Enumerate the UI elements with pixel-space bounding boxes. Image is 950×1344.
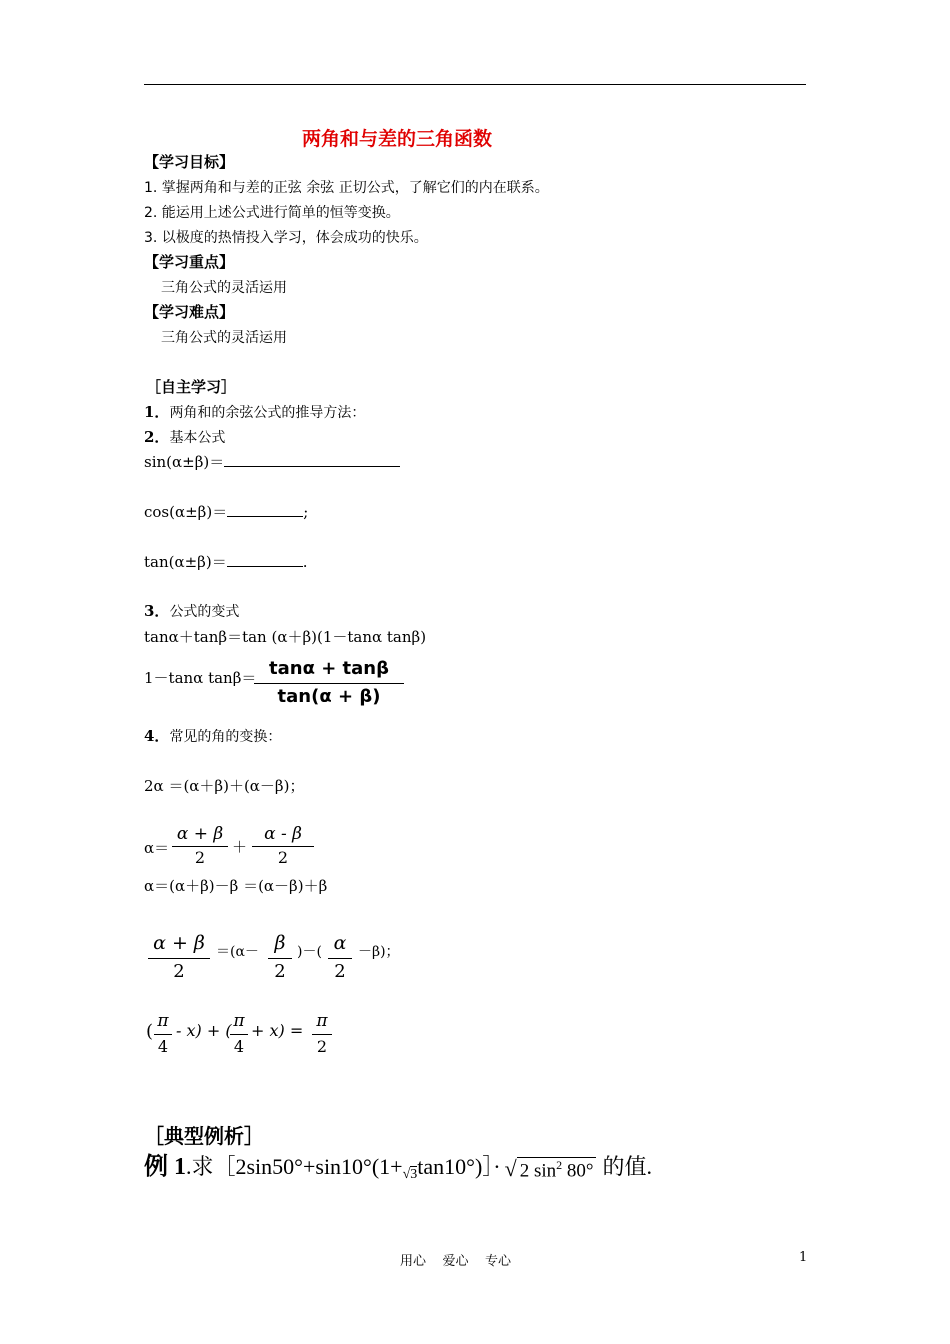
angle-4-den3: 2 — [334, 961, 346, 982]
page-title: 两角和与差的三角函数 — [302, 128, 493, 150]
angle-4-beta: β — [274, 932, 286, 954]
goals-heading: 【学习目标】 — [144, 153, 235, 171]
sqrt-radicand — [517, 1157, 597, 1182]
angle-1: 2α ＝(α＋β)＋(α－β)； — [144, 777, 305, 795]
angle-2-num1: α + β — [176, 824, 224, 844]
variant-2-numerator: tanα + tanβ — [269, 658, 389, 679]
tan-blank — [227, 552, 303, 567]
angle-4-mid1: ＝(α－ — [216, 944, 259, 960]
variant-2-denominator: tan(α + β) — [277, 686, 381, 707]
tan-formula-label: tan(α±β)＝ — [144, 553, 227, 571]
variant-2-lhs: 1－tanα tanβ＝ — [144, 669, 257, 687]
sin-blank — [224, 452, 400, 467]
cos-blank — [227, 502, 303, 517]
angle-4-bar — [148, 958, 210, 959]
sqrt-sup: 2 — [556, 1157, 563, 1172]
cos-end: ; — [303, 503, 309, 521]
item-4 — [144, 725, 281, 746]
examples-heading: ［典型例析］ — [144, 1124, 264, 1148]
difficult-text: 三角公式的灵活运用 — [161, 330, 287, 346]
difficult-heading: 【学习难点】 — [144, 303, 235, 321]
item-3 — [144, 600, 239, 621]
angle-5-bar2 — [230, 1034, 248, 1035]
self-study-heading: ［自主学习］ — [146, 378, 237, 396]
item-2-text: 基本公式 — [169, 430, 226, 446]
variant-2-bar — [254, 683, 404, 684]
example-1-text-b: tan10°)］· — [417, 1154, 501, 1179]
example-1-text-c: 的值. — [602, 1154, 652, 1179]
sqrt-expr: 2 sin — [519, 1160, 557, 1181]
item-2-number: 2． — [144, 428, 170, 446]
angle-5-four1: 4 — [157, 1037, 169, 1056]
angle-5-pi1: π — [157, 1011, 169, 1031]
item-4-text: 常见的角的变换： — [169, 729, 282, 745]
angle-2-plus: ＋ — [232, 838, 248, 856]
item-1-text: 两角和的余弦公式的推导方法： — [169, 405, 366, 421]
sqrt3-radicand: 3 — [410, 1167, 418, 1182]
sin-formula-label: sin(α±β)＝ — [144, 453, 225, 471]
angle-4-mid2: )－( — [297, 944, 322, 960]
example-1-text-a: .求［2sin50°+sin10°(1+ — [186, 1154, 403, 1179]
angle-4-den2: 2 — [274, 961, 286, 982]
angle-5-mid: - x) + ( — [176, 1021, 232, 1040]
angle-2-bar1 — [172, 846, 228, 847]
goal-item: 3. 以极度的热情投入学习，体会成功的快乐。 — [144, 230, 428, 246]
item-1-number: 1． — [144, 403, 170, 421]
goal-item: 1. 掌握两角和与差的正弦 余弦 正切公式，了解它们的内在联系。 — [144, 180, 549, 196]
key-text: 三角公式的灵活运用 — [161, 280, 287, 296]
example-1 — [144, 1146, 652, 1181]
angle-5-open: ( — [146, 1021, 154, 1042]
angle-4-alpha: α — [333, 932, 347, 954]
item-3-text: 公式的变式 — [169, 604, 240, 620]
angle-4-den: 2 — [173, 961, 185, 982]
cos-formula-label: cos(α±β)＝ — [144, 503, 228, 521]
example-1-sqrt3: √3 — [402, 1167, 418, 1182]
angle-5-two: 2 — [316, 1037, 328, 1056]
item-1 — [144, 401, 365, 422]
item-4-number: 4． — [144, 727, 170, 745]
tan-formula — [144, 551, 308, 572]
variant-1: tanα＋tanβ＝tan (α＋β)(1－tanα tanβ) — [144, 628, 427, 646]
angle-4-bar2 — [268, 958, 292, 959]
sin-formula — [144, 451, 400, 472]
angle-4-end: －β)； — [358, 944, 400, 960]
item-2 — [144, 426, 225, 447]
angle-5-four2: 4 — [233, 1037, 245, 1056]
angle-5-end: + x) = — [251, 1021, 304, 1040]
angle-2-lhs: α＝ — [144, 839, 170, 857]
item-3-number: 3． — [144, 602, 170, 620]
cos-formula — [144, 501, 308, 522]
goal-item: 2. 能运用上述公式进行简单的恒等变换。 — [144, 205, 400, 221]
angle-2-num2: α - β — [264, 824, 302, 844]
key-heading: 【学习重点】 — [144, 253, 235, 271]
angle-2-den1: 2 — [194, 848, 206, 867]
page-number: 1 — [799, 1250, 808, 1265]
angle-3: α＝(α＋β)－β ＝(α－β)＋β — [144, 877, 328, 895]
example-1-label: 例 1 — [144, 1154, 186, 1180]
angle-4-num: α + β — [153, 932, 205, 954]
footer-text: 用心 爱心 专心 — [400, 1254, 512, 1269]
sqrt-deg: 80° — [566, 1160, 594, 1181]
angle-4-bar3 — [328, 958, 352, 959]
angle-5-bar3 — [312, 1034, 332, 1035]
angle-2-bar2 — [252, 846, 314, 847]
tan-end: . — [302, 553, 308, 571]
example-1-sqrt-expr: √ 2 $\sin^2 80^\circ$ — [505, 1156, 597, 1181]
header-rule — [144, 84, 806, 85]
angle-5-bar1 — [154, 1034, 172, 1035]
angle-5-pi2: π — [233, 1011, 245, 1031]
angle-5-pi3: π — [316, 1011, 328, 1031]
angle-2-den2: 2 — [277, 848, 289, 867]
